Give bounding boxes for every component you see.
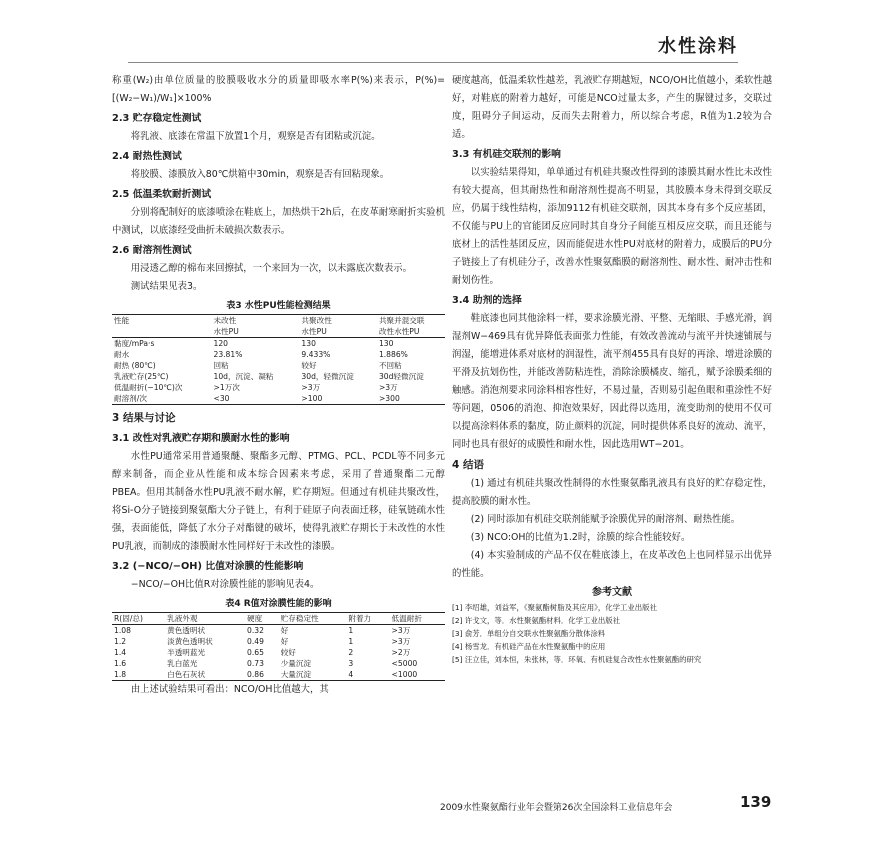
table3-col3: 共聚并混交联 改性水性PU — [378, 316, 425, 336]
table-row: 1.08 黄色透明状 0.32 好 1 >3万 — [114, 626, 411, 635]
table-row: 耐热 (80℃) 回粘 较好 不回粘 — [114, 361, 402, 370]
table-row: 乳液贮存(25℃) 10d，沉淀、凝粘 30d，轻微沉淀 30d轻微沉淀 — [114, 372, 424, 381]
section-2-4-title: 2.4 耐热性测试 — [112, 151, 182, 162]
table-row: 耐水 23.81% 9.433% 1.886% — [114, 350, 408, 359]
reference-item: [2] 许戈文，等．水性聚氨酯材料．化学工业出版社 — [452, 616, 621, 625]
section-3-title: 3 结果与讨论 — [112, 412, 176, 424]
right-column — [452, 72, 772, 666]
section-2-6-body2: 测试结果见表3。 — [130, 281, 203, 292]
header-rule — [128, 62, 738, 63]
table3-caption: 表3 水性PU性能检测结果 — [226, 301, 331, 311]
section-2-3-body: 将乳液、底漆在常温下放置1个月，观察是否有团粘或沉淀。 — [130, 131, 381, 142]
section-2-4-body: 将胶膜、漆膜放入80℃烘箱中30min，观察是否有回粘现象。 — [130, 169, 390, 180]
references-title: 参考文献 — [592, 587, 632, 598]
table-row: 1.2 淡黄色透明状 0.49 好 1 >3万 — [114, 637, 411, 646]
reference-item: [4] 杨雪龙．有机硅产品在水性聚氨酯中的应用 — [452, 642, 606, 651]
table3-header-row — [112, 315, 445, 338]
section-4-title: 4 结语 — [452, 459, 484, 471]
results-paragraph: 由上述试验结果可看出：NCO/OH比值越大，其 — [130, 684, 329, 695]
table-row: 1.8 白色石灰状 0.86 大量沉淀 4 <1000 — [112, 669, 445, 681]
table4 — [112, 612, 445, 681]
section-3-3-body: 以实验结果得知，单单通过有机硅共聚改性得到的漆膜其耐水性比未改性有较大提高，但其耐热性和耐溶剂性提高不明显，其胶膜本身未得到交联反应，仍属于线性结构，添加9112有机硅交联剂，因其本身有多个反应基团，不仅能与PU上的官能团反应同时其自身分子间能互相反应交联，而且还能与底材上的活性基团反应，因而能促进水性PU对底材的附着力，成膜后的PU分子链接上了有机硅分子，改善水性聚氨酯膜的耐溶剂性、耐水性、耐冲击性和耐划伤性。 — [452, 167, 772, 286]
table-row: 低温耐折(−10℃)次 >1万次 >3万 >3万 — [114, 383, 398, 392]
conclusion-item: (1) 通过有机硅共聚改性制得的水性聚氨酯乳液具有良好的贮存稳定性，提高胶膜的耐水性。 — [452, 478, 772, 507]
continued-paragraph: 硬度越高，低温柔软性越差，乳液贮存期越短，NCO/OH比值越小，柔软性越好，对鞋底的附着力越好，可能是NCO过量太多，产生的脲键过多，交联过度，阻碍分子间运动，反而失去附着力，所以综合考虑，R值为1.2较为合适。 — [452, 75, 772, 140]
section-3-2-body: −NCO/−OH比值R对涂膜性能的影响见表4。 — [130, 579, 320, 590]
table3 — [112, 314, 445, 405]
footer-text: 2009水性聚氨酯行业年会暨第26次全国涂料工业信息年会 — [440, 803, 673, 813]
conclusion-item: (3) NCO:OH的比值为1.2时，涂膜的综合性能较好。 — [470, 532, 691, 543]
table-row: 1.6 乳白蓝光 0.73 少量沉淀 3 <5000 — [114, 659, 418, 668]
section-2-6-title: 2.6 耐溶剂性测试 — [112, 245, 192, 256]
reference-item: [3] 俞芳．单组分自交联水性聚氨酯分散体涂料 — [452, 629, 606, 638]
table3-col0: 性能 — [114, 316, 130, 325]
section-3-4-body: 鞋底漆也同其他涂料一样，要求涂膜光滑、平整、无缩眼、手感光滑，润湿剂W−469具有优异降低表面张力性能，有效改善流动与流平并快速铺展与润湿，能增进体系对底材的润湿性，流平剂455具有良好的再涂、增进涂膜的平滑及抗划伤性，并能改善防粘连性，消除涂膜橘皮、缩孔，赋予涂膜柔细的触感。消泡剂要求同涂料相容性好，不易过量，否则易引起鱼眼和重涂性不好等问题，0506的消泡、抑泡效果好，因此得以选用，流变助剂的使用不仅可以提高涂料体系的黏度，防止颜料的沉淀，同时提供体系良好的流动、流平，同时也具有很好的成膜性和耐水性，因此选用WT−201。 — [452, 313, 772, 450]
section-2-3-title: 2.3 贮存稳定性测试 — [112, 113, 202, 124]
section-3-4-title: 3.4 助剂的选择 — [452, 295, 522, 306]
section-3-1-title: 3.1 改性对乳液贮存期和膜耐水性的影响 — [112, 433, 290, 444]
table3-col2: 共聚改性 水性PU — [301, 316, 332, 336]
page-number: 139 — [740, 793, 772, 811]
section-2-5-title: 2.5 低温柔软耐折测试 — [112, 189, 212, 200]
section-2-5-body: 分别将配制好的底漆喷涂在鞋底上，加热烘干2h后，在皮革耐寒耐折实验机中测试，以底漆经受曲折未破损次数表示。 — [112, 207, 445, 236]
table4-header-row: R(固/总) 乳液外观 硬度 贮存稳定性 附着力 低温耐折 — [112, 613, 445, 625]
conclusion-item: (4) 本实验制成的产品不仅在鞋底漆上，在皮革改色上也同样显示出优异的性能。 — [452, 550, 772, 579]
table-row: 黏度/mPa·s 120 130 130 — [114, 339, 394, 348]
table4-caption: 表4 R值对涂膜性能的影响 — [225, 599, 332, 609]
section-3-1-body: 水性PU通常采用普通聚醚、聚酯多元醇、PTMG、PCL、PCDL等不同多元醇来制备，而企业从性能和成本综合因素来考虑，采用了普通聚酯二元醇PBEA。但用其制备水性PU乳液不耐水解，贮存期短。但通过有机硅共聚改性，将Si-O分子链接到聚氨酯大分子链上，有利于硅原子向表面迁移，硅氧链疏水性强，表面能低，降低了水分子对酯键的破坏，使得乳液贮存期长于未改性的水性PU乳液，而制成的漆膜耐水性同样好于未改性的漆膜。 — [112, 451, 445, 552]
intro-paragraph: 称重(W₂)由单位质量的胶膜吸收水分的质量即吸水率P(%)来表示，P(%)=[(W₂−W₁)/W₁]×100% — [112, 75, 445, 104]
section-2-6-body: 用浸透乙醇的棉布来回擦拭，一个来回为一次，以未露底次数表示。 — [130, 263, 413, 274]
table-row: 耐溶剂/次 <30 >100 >300 — [112, 393, 445, 405]
section-3-2-title: 3.2 (−NCO/−OH) 比值对涂膜的性能影响 — [112, 561, 304, 572]
reference-item: [1] 李绍雄，刘益军，《聚氨酯树脂及其应用》，化学工业出版社 — [452, 603, 657, 612]
conclusion-item: (2) 同时添加有机硅交联剂能赋予涂膜优异的耐溶剂、耐热性能。 — [470, 514, 741, 525]
section-3-3-title: 3.3 有机硅交联剂的影响 — [452, 149, 561, 160]
left-column — [112, 72, 445, 699]
table-row: 1.4 半透明蓝光 0.65 较好 2 >2万 — [114, 648, 411, 657]
table3-col1: 未改性 水性PU — [213, 316, 239, 336]
journal-title: 水性涂料 — [658, 36, 738, 57]
reference-item: [5] 汪立佳，刘本恒，朱张林，等．环氧、有机硅复合改性水性聚氨酯的研究 — [452, 655, 702, 664]
